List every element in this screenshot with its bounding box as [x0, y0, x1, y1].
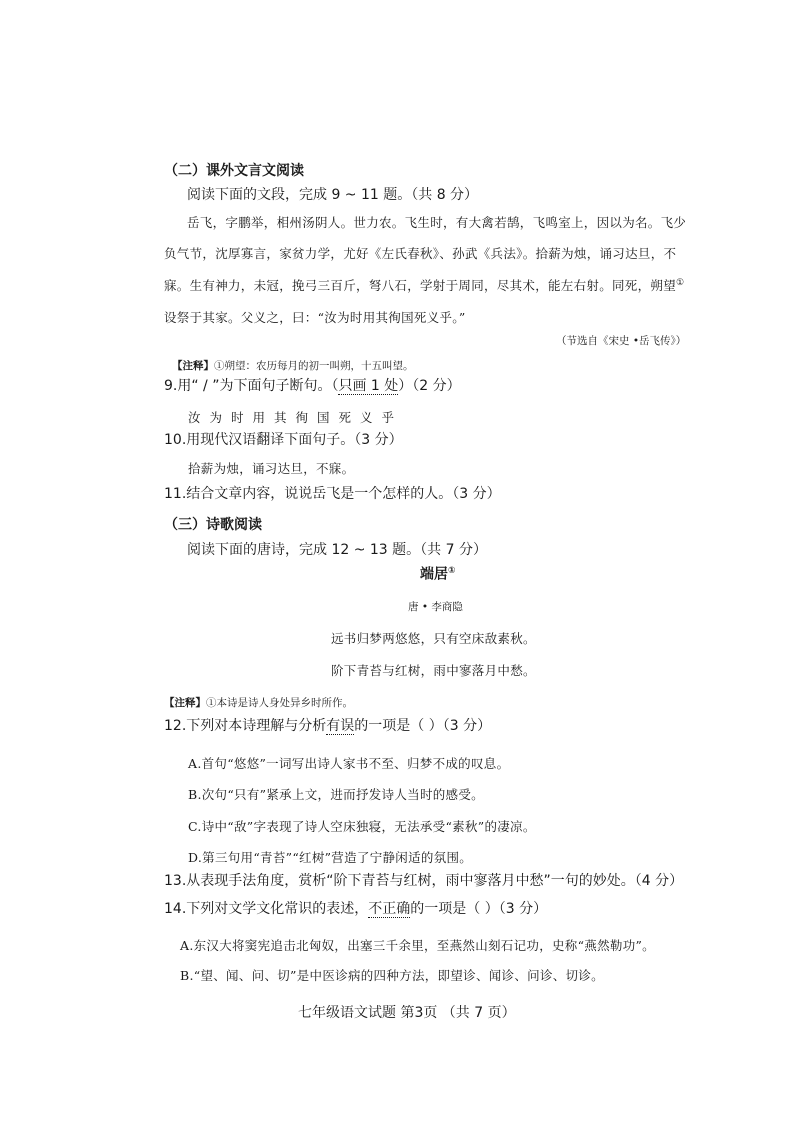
option-a: A.首句“悠悠”一词写出诗人家书不至、归梦不成的叹息。 — [188, 756, 510, 771]
emphasis: 只画 1 处 — [338, 378, 399, 394]
question-13: 13.从表现手法角度，赏析“阶下青苔与红树，雨中寥落月中愁”一句的妙处。（4 分） — [164, 873, 684, 889]
emphasis: 不正确 — [368, 901, 411, 917]
question-9-sentence: 汝为时用其徇国死义乎 — [188, 410, 404, 425]
section-instruction: 阅读下面的唐诗，完成 12 ~ 13 题。（共 7 分） — [187, 542, 487, 558]
option-b: B.“望、闻、问、切”是中医诊病的四种方法，即望诊、闻诊、问诊、切诊。 — [180, 968, 604, 983]
question-11: 11.结合文章内容，说说岳飞是一个怎样的人。（3 分） — [164, 486, 501, 502]
question-10-sentence: 拾薪为烛，诵习达旦，不寐。 — [188, 461, 355, 476]
poem-line: 远书归梦两悠悠，只有空床敌素秋。 — [331, 631, 536, 646]
option-d: D.第三句用“青苔”“红树”营造了宁静闲适的氛围。 — [188, 850, 473, 865]
section-title-classical-reading: （二）课外文言文阅读 — [164, 163, 304, 179]
question-12: 12.下列对本诗理解与分析有误的一项是（ ）（3 分） — [164, 718, 492, 734]
footnote-marker: ① — [676, 278, 685, 288]
question-14: 14.下列对文学文化常识的表述，不正确的一项是（ ）（3 分） — [164, 901, 548, 917]
emphasis: 有误 — [326, 718, 355, 734]
footnote-marker: ① — [448, 566, 456, 576]
page-footer: 七年级语文试题 第3页 （共 7 页） — [298, 1005, 516, 1021]
question-10: 10.用现代汉语翻译下面句子。（3 分） — [164, 432, 403, 448]
passage-line: 寐。生有神力，未冠，挽弓三百斤，弩八石，学射于周同，尽其术，能左右射。同死，朔望① — [164, 278, 685, 294]
option-b: B.次句“只有”紧承上文，进而抒发诗人当时的感受。 — [188, 787, 484, 802]
section-instruction: 阅读下面的文段，完成 9 ~ 11 题。（共 8 分） — [187, 187, 479, 203]
option-c: C.诗中“敌”字表现了诗人空床独寝，无法承受“素秋”的凄凉。 — [188, 819, 536, 834]
section-title-poetry-reading: （三）诗歌阅读 — [164, 517, 262, 533]
poem-author: 唐 • 李商隐 — [408, 601, 463, 613]
passage-line: 岳飞，字鹏举，相州汤阴人。世力农。飞生时，有大禽若鹄，飞鸣室上，因以为名。飞少 — [187, 215, 687, 230]
annotation: 【注释】①朔望：农历每月的初一叫朔，十五叫望。 — [172, 360, 414, 372]
passage-line: 设祭于其家。父义之，曰：“汝为时用其徇国死义乎。” — [164, 310, 466, 325]
question-9: 9.用“ / ”为下面句子断句。（只画 1 处）（2 分） — [164, 378, 461, 394]
poem-line: 阶下青苔与红树，雨中寥落月中愁。 — [331, 663, 536, 678]
poem-title: 端居① — [420, 566, 456, 583]
passage-source: （节选自《宋史 •岳飞传》） — [556, 335, 687, 347]
passage-line: 负气节，沈厚寡言，家贫力学，尤好《左氏春秋》、孙武《兵法》。拾薪为烛，诵习达旦，不 — [164, 246, 677, 261]
option-a: A.东汉大将窦宪追击北匈奴，出塞三千余里，至燕然山刻石记功，史称“燕然勒功”。 — [180, 938, 655, 953]
annotation: 【注释】①本诗是诗人身处异乡时所作。 — [164, 697, 353, 709]
